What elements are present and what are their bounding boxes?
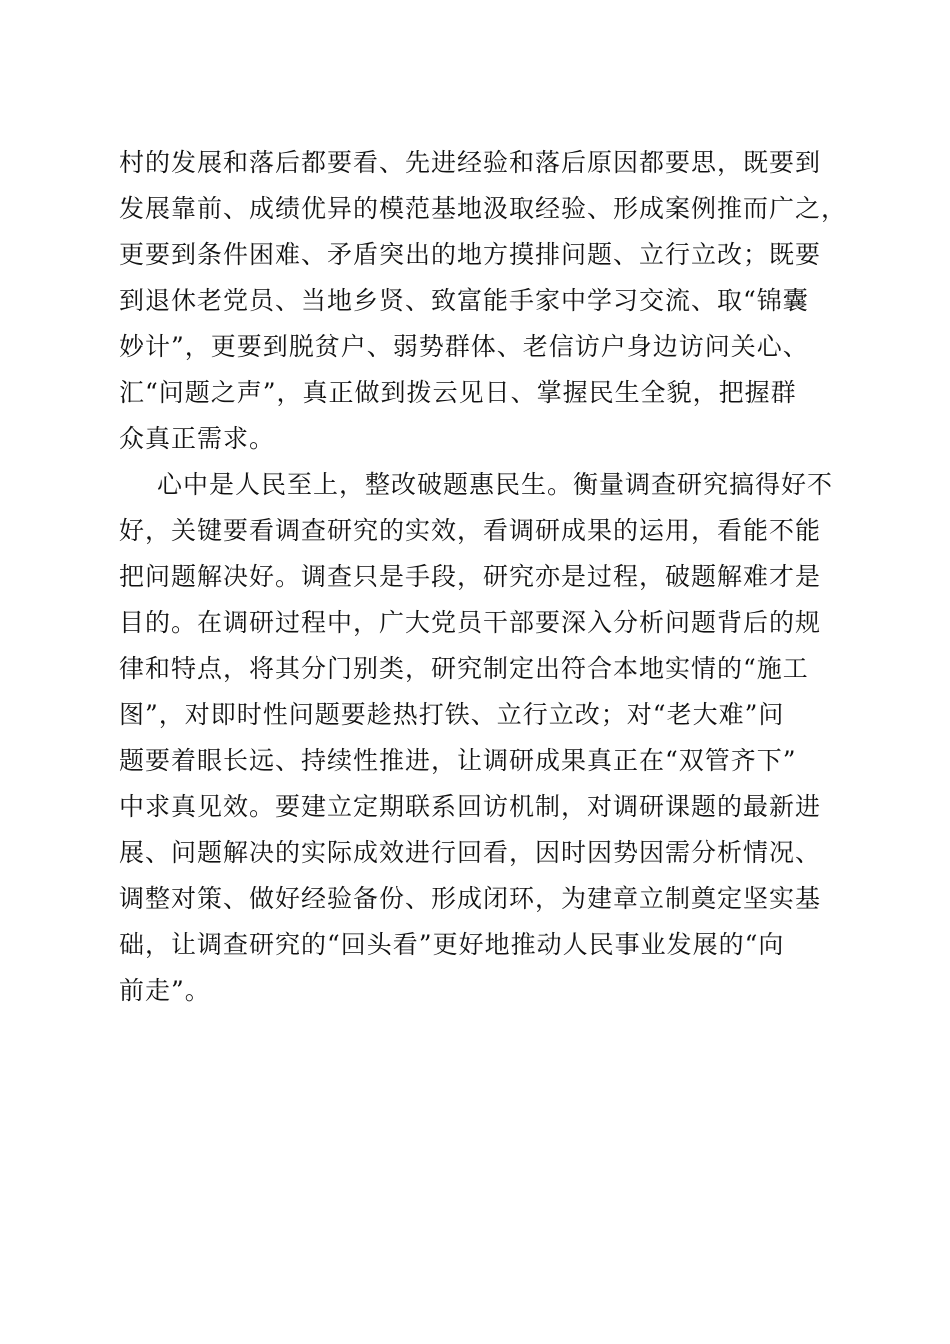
text-line [119,1014,829,1060]
text-line: 展、问题解决的实际成效进行回看，因时因势因需分析情况、 [119,838,822,867]
text-line: 目的。在调研过程中，广大党员干部要深入分析问题背后的规 [119,608,822,637]
text-line: 到退休老党员、当地乡贤、致富能手家中学习交流、取“锦囊 [119,286,809,315]
text-line: 前走”。 [119,976,211,1005]
text-line: 好，关键要看调查研究的实效，看调研成果的运用，看能不能 [119,516,822,545]
text-line: 题要着眼长远、持续性推进，让调研成果真正在“双管齐下” [119,746,797,775]
text-line: 众真正需求。 [119,424,276,453]
paragraph-1 [119,140,848,462]
text-line: 妙计”，更要到脱贫户、弱势群体、老信访户身边访问关心、 [119,332,809,361]
document-body [119,140,848,1106]
text-line: 律和特点，将其分门别类，研究制定出符合本地实情的“施工 [119,654,809,683]
text-line: 更要到条件困难、矛盾突出的地方摸排问题、立行立改；既要 [119,240,822,269]
text-line: 调整对策、做好经验备份、形成闭环，为建章立制奠定坚实基 [119,884,822,913]
text-line: 汇“问题之声”，真正做到拨云见日、掌握民生全貌，把握群 [119,378,797,407]
text-line [119,1060,829,1106]
text-line: 图”，对即时性问题要趁热打铁、立行立改；对“老大难”问 [119,700,785,729]
text-line: 心中是人民至上，整改破题惠民生。衡量调查研究搞得好不 [157,470,834,499]
text-line: 发展靠前、成绩优异的模范基地汲取经验、形成案例推而广之， [119,194,848,223]
text-line: 把问题解决好。调查只是手段，研究亦是过程，破题解难才是 [119,562,822,591]
text-line: 村的发展和落后都要看、先进经验和落后原因都要思，既要到 [119,148,822,177]
text-line: 中求真见效。要建立定期联系回访机制，对调研课题的最新进 [119,792,822,821]
text-line: 础，让调查研究的“回头看”更好地推动人民事业发展的“向 [119,930,785,959]
paragraph-2 [119,462,834,1106]
